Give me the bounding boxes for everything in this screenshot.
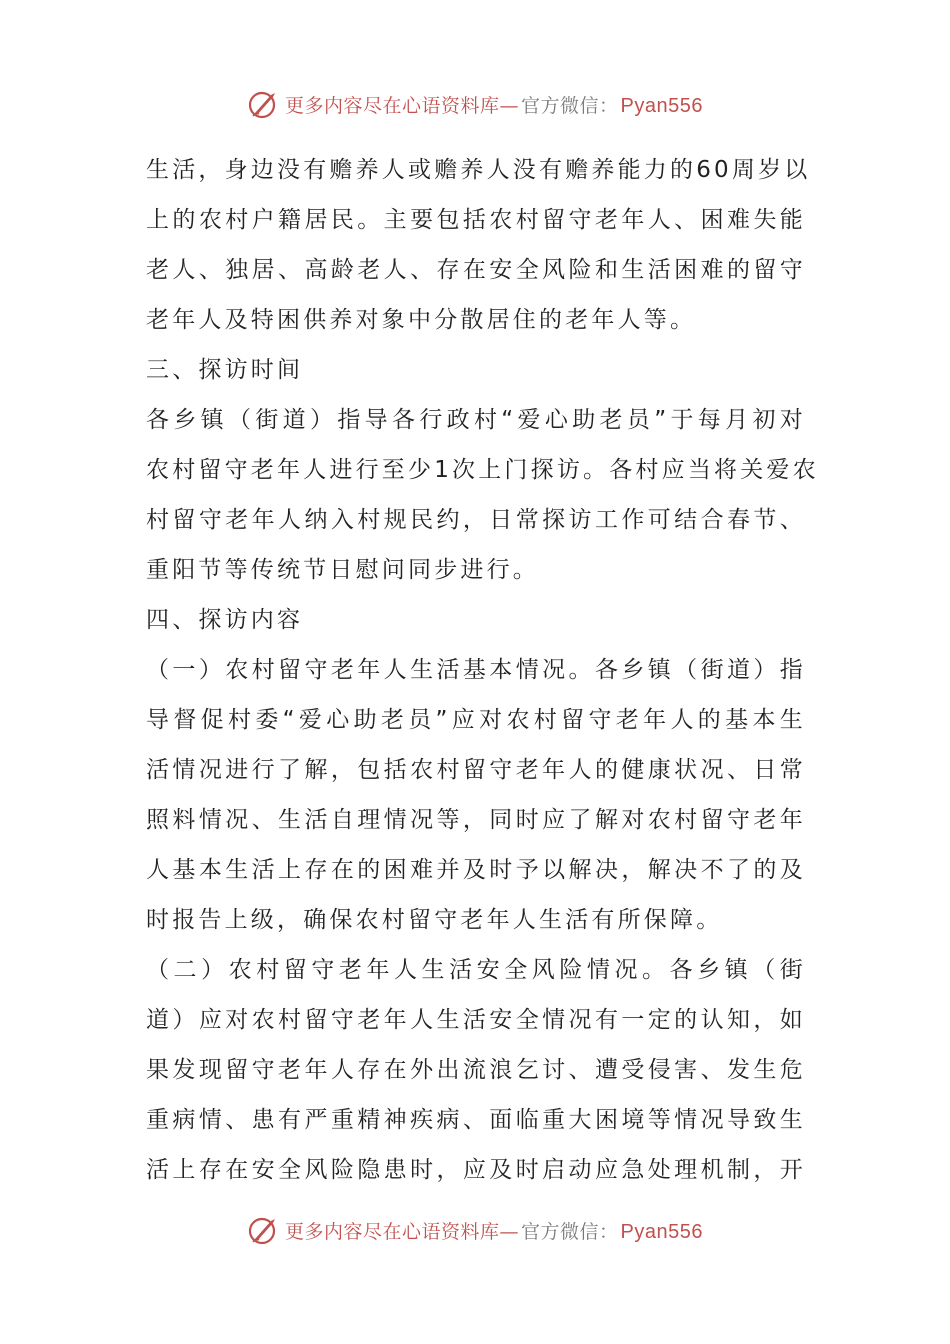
header-watermark <box>0 84 950 124</box>
footer-brand-text: 更多内容尽在心语资料库 <box>285 1220 500 1243</box>
text-line: 时报告上级，确保农村留守老年人生活有所保障。 <box>146 907 723 933</box>
text-line: 导督促村委“爱心助老员”应对农村留守老年人的基本生 <box>146 707 806 733</box>
text-line: 果发现留守老年人存在外出流浪乞讨、遭受侵害、发生危 <box>146 1057 806 1083</box>
document-body <box>146 145 819 1195</box>
text-line: 上的农村户籍居民。主要包括农村留守老年人、困难失能 <box>146 207 806 233</box>
text-line: 三、探访时间 <box>146 357 304 383</box>
footer-wechat-label: 官方微信： <box>521 1220 619 1243</box>
header-wechat-label: 官方微信： <box>521 94 619 117</box>
header-brand-text: 更多内容尽在心语资料库 <box>285 94 500 117</box>
footer-wechat-id: Pyan556 <box>620 1220 703 1243</box>
text-line: 活情况进行了解，包括农村留守老年人的健康状况、日常 <box>146 757 806 783</box>
text-line: 四、探访内容 <box>146 607 304 633</box>
pen-logo-icon <box>247 87 281 121</box>
text-line: 活上存在安全风险隐患时，应及时启动应急处理机制，开 <box>146 1157 806 1183</box>
footer-watermark <box>0 1210 950 1250</box>
text-line: 老人、独居、高龄老人、存在安全风险和生活困难的留守 <box>146 257 806 283</box>
text-line: 重阳节等传统节日慰问同步进行。 <box>146 557 539 583</box>
pen-logo-icon <box>247 1213 281 1247</box>
text-line: 老年人及特困供养对象中分散居住的老年人等。 <box>146 307 697 333</box>
header-dash: — <box>499 94 520 117</box>
header-wechat-id: Pyan556 <box>620 94 703 117</box>
text-line: （二）农村留守老年人生活安全风险情况。各乡镇（街 <box>146 957 806 983</box>
text-line: 人基本生活上存在的困难并及时予以解决，解决不了的及 <box>146 857 806 883</box>
text-line: 农村留守老年人进行至少1次上门探访。各村应当将关爱农 <box>146 457 819 483</box>
text-line: 重病情、患有严重精神疾病、面临重大困境等情况导致生 <box>146 1107 806 1133</box>
text-line: （一）农村留守老年人生活基本情况。各乡镇（街道）指 <box>146 657 806 683</box>
text-line: 各乡镇（街道）指导各行政村“爱心助老员”于每月初对 <box>146 407 806 433</box>
text-line: 道）应对农村留守老年人生活安全情况有一定的认知，如 <box>146 1007 806 1033</box>
text-line: 村留守老年人纳入村规民约，日常探访工作可结合春节、 <box>146 507 806 533</box>
text-line: 照料情况、生活自理情况等，同时应了解对农村留守老年 <box>146 807 806 833</box>
footer-dash: — <box>499 1220 520 1243</box>
text-line: 生活，身边没有赡养人或赡养人没有赡养能力的60周岁以 <box>146 157 811 183</box>
